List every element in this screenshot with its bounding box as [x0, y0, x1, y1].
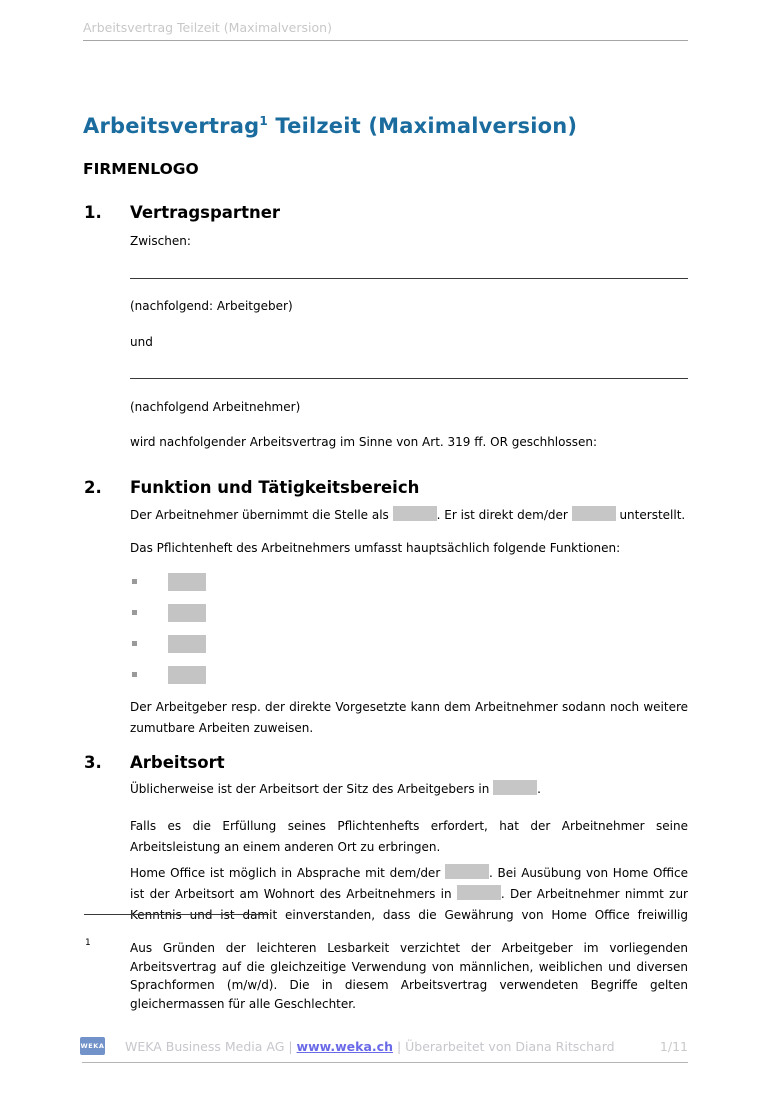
redacted-placeholder	[457, 885, 501, 900]
bullet-square-icon	[132, 672, 137, 677]
blank-line-employee	[130, 378, 688, 379]
bullet-item	[131, 573, 688, 591]
company-logo-placeholder: FIRMENLOGO	[83, 160, 199, 178]
title-rest: Teilzeit (Maximalversion)	[267, 114, 578, 138]
redacted-placeholder	[393, 506, 437, 521]
section-3-title: Arbeitsort	[130, 753, 225, 772]
bullet-square-icon	[132, 641, 137, 646]
home-office-text-b: . Bei Ausübung von Home Office ist der Arbeitsort am Wohnort des Arbeitnehmers in	[130, 866, 689, 901]
redacted-placeholder	[168, 604, 206, 622]
section-1-title: Vertragspartner	[130, 203, 281, 222]
weka-website-link[interactable]: www.weka.ch	[296, 1039, 393, 1054]
role-text-c: unterstellt.	[615, 508, 686, 522]
blank-line-employer	[130, 278, 688, 279]
footnote-1	[84, 939, 688, 1013]
duties-bullet-list	[131, 573, 688, 684]
footer-credit: | Überarbeitet von Diana Ritschard	[392, 1039, 615, 1054]
bullet-item	[131, 666, 688, 684]
section-1-number: 1.	[84, 203, 102, 222]
paragraph-other-location: Falls es die Erfüllung seines Pflichtenhefts erfordert, hat der Arbeitnehmer seine Arbeitsleistung an einem anderen Ort zu erbringen.	[130, 819, 688, 854]
home-office-text-a: Home Office ist möglich in Absprache mit dem/der	[130, 866, 445, 880]
weka-logo	[80, 1037, 105, 1055]
paragraph-zwischen: Zwischen:	[130, 234, 191, 248]
page-number: 1/11	[659, 1039, 688, 1054]
home-office-text-c: . Der Arbeitnehmer nimmt zur Kenntnis und ist damit einverstanden, dass die Gewährung von Home Office freiwillig	[130, 887, 688, 922]
title-word: Arbeitsvertrag	[83, 114, 260, 138]
redacted-placeholder	[168, 635, 206, 653]
redacted-placeholder	[445, 864, 489, 879]
document-title	[83, 107, 688, 140]
footnote-text: Aus Gründen der leichteren Lesbarkeit verzichtet der Arbeitgeber im vorliegenden Arbeitsvertrag auf die gleichzeitige Verwendung von männlichen, weiblichen und diversen Sprachformen (m/w/d). Die in diesem Arbeitsvertrag verwendeten Begriffe gelten gleichermassen für alle Geschlechter.	[130, 941, 688, 1011]
redacted-placeholder	[168, 666, 206, 684]
paragraph-workplace	[130, 779, 688, 800]
bullet-item	[131, 604, 688, 622]
footer-text	[125, 1039, 615, 1054]
section-2-heading	[83, 477, 688, 498]
footer-company: WEKA Business Media AG |	[125, 1039, 297, 1054]
paragraph-employee-note: (nachfolgend Arbeitnehmer)	[130, 400, 301, 414]
header-title: Arbeitsvertrag Teilzeit (Maximalversion)	[83, 20, 332, 35]
bullet-square-icon	[132, 579, 137, 584]
paragraph-duties-intro: Das Pflichtenheft des Arbeitnehmers umfasst hauptsächlich folgende Funktionen:	[130, 541, 621, 555]
weka-logo-text: WEKA	[80, 1042, 105, 1050]
bullet-square-icon	[132, 610, 137, 615]
section-3-number: 3.	[84, 753, 102, 772]
paragraph-und: und	[130, 335, 153, 349]
workplace-text-b: .	[537, 782, 541, 796]
section-3-heading	[83, 752, 688, 773]
paragraph-employer-note: (nachfolgend: Arbeitgeber)	[130, 299, 293, 313]
footnote-reference-mark: 1	[259, 114, 268, 128]
role-text-a: Der Arbeitnehmer übernimmt die Stelle als	[130, 508, 393, 522]
section-2-title: Funktion und Tätigkeitsbereich	[130, 478, 420, 497]
footnote-area	[84, 914, 688, 1013]
paragraph-role	[130, 505, 688, 526]
section-2-number: 2.	[84, 478, 102, 497]
paragraph-contract-closing: wird nachfolgender Arbeitsvertrag im Sinne von Art. 319 ff. OR geschhlossen:	[130, 435, 598, 449]
paragraph-additional-duties: Der Arbeitgeber resp. der direkte Vorgesetzte kann dem Arbeitnehmer sodann noch weitere zumutbare Arbeiten zuweisen.	[130, 700, 688, 735]
redacted-placeholder	[168, 573, 206, 591]
workplace-text-a: Üblicherweise ist der Arbeitsort der Sitz des Arbeitgebers in	[130, 782, 494, 796]
footnote-separator	[84, 914, 269, 915]
redacted-placeholder	[493, 780, 537, 795]
page-header	[83, 20, 688, 41]
redacted-placeholder	[572, 506, 616, 521]
footnote-number: 1	[85, 938, 91, 948]
page-footer	[0, 1036, 776, 1066]
section-1-heading	[83, 202, 688, 223]
role-text-b: . Er ist direkt dem/der	[436, 508, 572, 522]
bullet-item	[131, 635, 688, 653]
footer-separator	[82, 1062, 688, 1063]
document-body	[83, 95, 688, 926]
